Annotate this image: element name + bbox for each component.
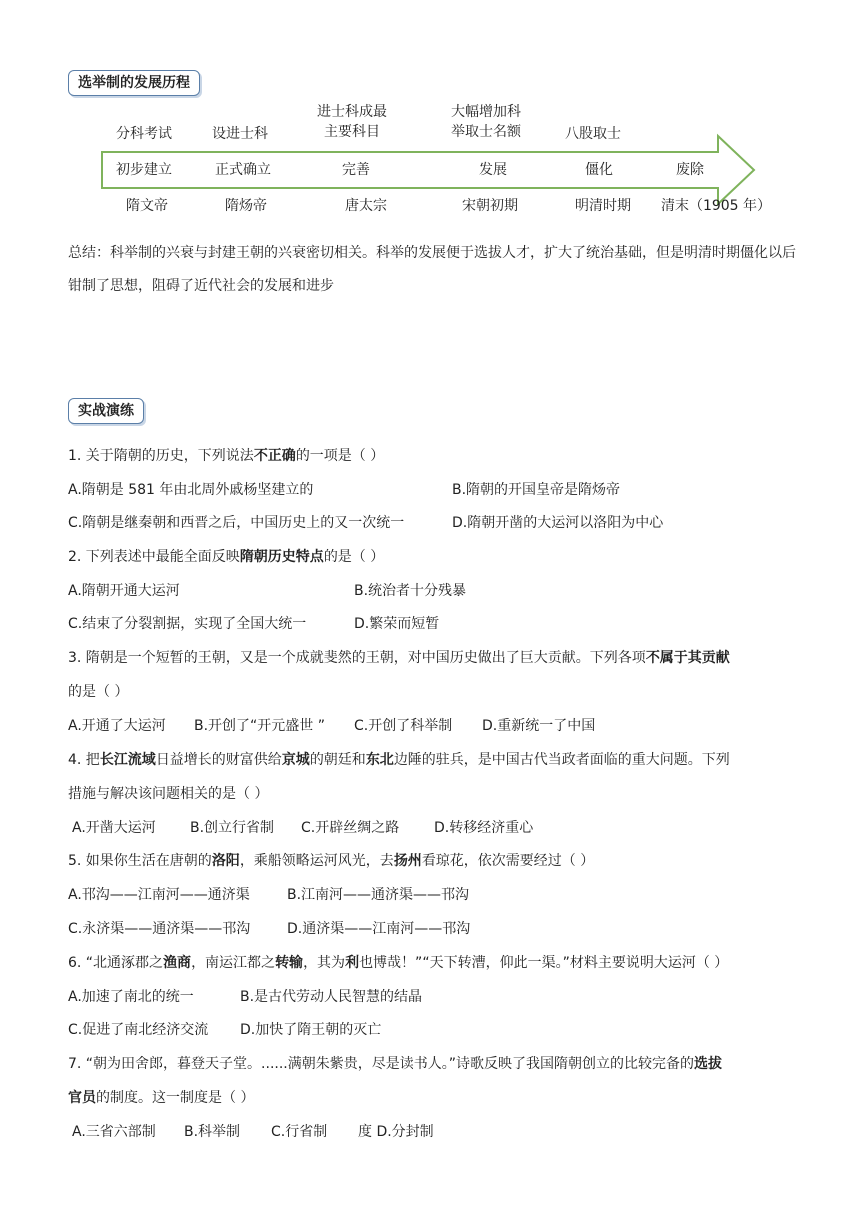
timeline-period-5: 明清时期 [575,198,631,214]
question-7-line2 [68,1088,254,1108]
question-7-bold-1: 选拔 [694,1056,723,1072]
timeline-period-6: 清末（1905 年） [660,198,772,214]
question-6-option-d: D.加快了隋王朝的灭亡 [240,1022,382,1038]
question-7-bold-2: 官员 [68,1090,96,1106]
timeline-top-label-5: 八股取士 [565,126,621,142]
summary-paragraph: 总结：科举制的兴衰与封建王朝的兴衰密切相关。科举的发展便于选拔人才，扩大了统治基础，但是明清时期僵化以后钳制了思想，阻碍了近代社会的发展和进步 [68,245,796,294]
question-5 [68,851,594,871]
question-6-bold-1: 渔商 [163,955,192,971]
question-4-option-c: C.开辟丝绸之路 [301,820,400,836]
question-3-line2: 的是（ ） [68,684,129,700]
timeline-top-label-4 [451,102,521,142]
question-2-bold: 隋朝历史特点 [239,549,324,565]
question-6-bold-3: 利 [345,955,360,971]
timeline-stage-1: 初步建立 [116,162,172,178]
question-2-option-a: A.隋朝开通大运河 [68,583,180,599]
question-3-bold: 不属于其贡献 [645,650,730,666]
question-7-option-c: C.行省制 [271,1124,328,1140]
question-5-bold-2: 扬州 [393,853,422,869]
question-4-bold-1: 长江流域 [99,752,156,768]
timeline-period-3: 唐太宗 [345,198,387,214]
question-5-option-c: C.永济渠——通济渠——邗沟 [68,921,251,937]
timeline-period-4: 宋朝初期 [462,198,518,214]
question-2-option-c: C.结束了分裂割据，实现了全国大统一 [68,616,307,632]
question-3-option-c: C.开创了科举制 [354,718,453,734]
question-7-option-d: 度 D.分封制 [358,1124,434,1140]
timeline-stage-5: 僵化 [585,162,613,178]
question-3-option-d: D.重新统一了中国 [482,718,596,734]
section-title-history: 选举制的发展历程 [68,70,200,96]
question-6-part-1: 6. “北通涿郡之 [68,955,164,971]
question-1-option-b: B.隋朝的开国皇帝是隋炀帝 [452,482,621,498]
question-6-option-b: B.是古代劳动人民智慧的结晶 [240,989,423,1005]
question-5-option-d: D.通济渠——江南河——邗沟 [287,921,471,937]
question-5-part-3: 看琼花，依次需要经过（ ） [421,853,595,869]
question-1-pre: 1. 关于隋朝的历史，下列说法 [68,448,254,464]
question-3-option-a: A.开通了大运河 [68,718,166,734]
question-2 [68,547,384,567]
question-1-option-d: D.隋朝开凿的大运河以洛阳为中心 [452,515,664,531]
timeline-top-label-1: 分科考试 [116,126,172,142]
question-7 [68,1054,722,1074]
question-1 [68,446,384,466]
question-6-part-3: ，其为 [303,955,346,971]
question-7-line2-post: 的制度。这一制度是（ ） [96,1090,255,1106]
question-5-bold-1: 洛阳 [211,853,240,869]
question-3 [68,648,730,668]
section-title-practice: 实战演练 [68,398,144,424]
question-4 [68,750,730,770]
question-6-part-2: ，南运江都之 [191,955,276,971]
question-3-option-b: B.开创了“开元盛世 ” [194,718,326,734]
question-3-pre: 3. 隋朝是一个短暂的王朝，又是一个成就斐然的王朝，对中国历史做出了巨大贡献。下列各项 [68,650,646,666]
question-1-option-a: A.隋朝是 581 年由北周外戚杨坚建立的 [68,482,314,498]
timeline-period-2: 隋炀帝 [225,198,267,214]
timeline-top-label-4-line2: 举取士名额 [451,124,521,140]
question-4-part-2: 日益增长的财富供给 [155,752,282,768]
timeline-top-label-3-line2: 主要科目 [324,124,380,140]
question-2-option-d: D.繁荣而短暂 [354,616,440,632]
question-6-option-c: C.促进了南北经济交流 [68,1022,209,1038]
timeline-top-label-4-line1: 大幅增加科 [451,104,521,120]
question-2-option-b: B.统治者十分残暴 [354,583,467,599]
question-7-option-b: B.科举制 [184,1124,241,1140]
timeline-top-label-2: 设进士科 [212,126,268,142]
timeline-top-label-3-line1: 进士科成最 [317,104,387,120]
question-4-bold-3: 东北 [365,752,394,768]
question-5-option-b: B.江南河——通济渠——邗沟 [287,887,470,903]
question-6-part-4: 也博哉！”“天下转漕，仰此一渠。”材料主要说明大运河（ ） [359,955,729,971]
question-7-option-a: A.三省六部制 [72,1124,156,1140]
timeline-stage-4: 发展 [479,162,507,178]
timeline-period-1: 隋文帝 [126,198,168,214]
question-7-part-1: 7. “朝为田舍郎，暮登天子堂。......满朝朱紫贵，尽是读书人。”诗歌反映了我国隋朝创立的比较完备的 [68,1056,695,1072]
timeline-stage-6: 废除 [676,162,704,178]
question-4-part-4: 边陲的驻兵，是中国古代当政者面临的重大问题。下列 [393,752,730,768]
question-5-part-1: 5. 如果你生活在唐朝的 [68,853,212,869]
question-6-option-a: A.加速了南北的统一 [68,989,194,1005]
question-4-option-b: B.创立行省制 [190,820,275,836]
timeline-top-label-3 [317,102,387,142]
timeline-stage-2: 正式确立 [215,162,271,178]
question-5-part-2: ，乘船领略运河风光，去 [239,853,394,869]
question-1-option-c: C.隋朝是继秦朝和西晋之后，中国历史上的又一次统一 [68,515,405,531]
question-6-bold-2: 转输 [275,955,304,971]
question-4-option-a: A.开凿大运河 [72,820,156,836]
timeline-stage-3: 完善 [342,162,370,178]
question-1-bold: 不正确 [253,448,296,464]
question-4-bold-2: 京城 [281,752,310,768]
question-6 [68,953,728,973]
question-4-part-1: 4. 把 [68,752,100,768]
question-2-post: 的是（ ） [323,549,385,565]
question-4-part-3: 的朝廷和 [309,752,366,768]
question-2-pre: 2. 下列表述中最能全面反映 [68,549,240,565]
question-4-option-d: D.转移经济重心 [434,820,534,836]
question-1-post: 的一项是（ ） [295,448,385,464]
question-4-line2: 措施与解决该问题相关的是（ ） [68,786,269,802]
question-5-option-a: A.邗沟——江南河——通济渠 [68,887,250,903]
